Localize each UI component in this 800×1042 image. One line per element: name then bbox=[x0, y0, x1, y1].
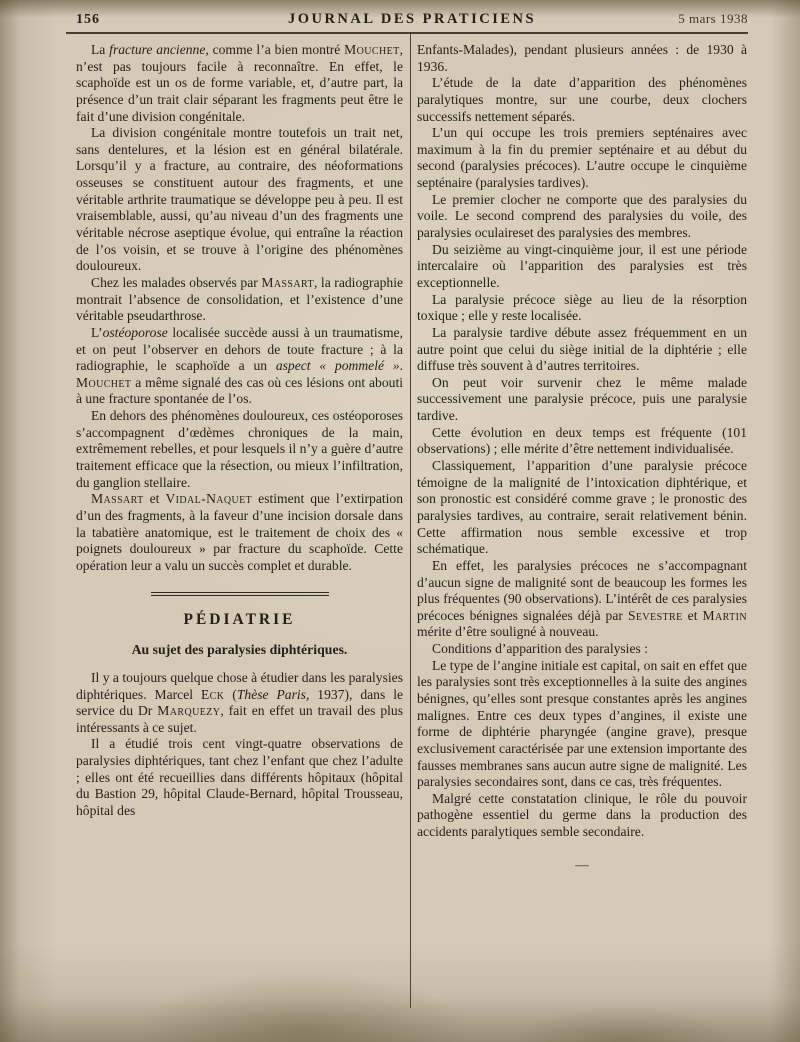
journal-title: JOURNAL DES PRATICIENS bbox=[287, 11, 537, 27]
text-run: On peut voir survenir chez le même malade successivement une paralysie précoce, puis une paralysie tardive. bbox=[417, 374, 747, 424]
text-run: La paralysie précoce siège au lieu de la résorption toxique ; elle y reste localisée. bbox=[417, 291, 747, 324]
page-content bbox=[76, 42, 748, 1008]
paragraph bbox=[76, 736, 403, 819]
text-run: Conditions d’apparition des paralysies : bbox=[432, 641, 648, 657]
text-run: En dehors des phénomènes douloureux, ces ostéoporoses s’accompagnent d’œdèmes chroniques de la main, extrêmement rebelles, et pour lesquels il n’y a guère d’autre traitement efficace que la résection, ou mieux l’infiltration, du ganglion stellaire. bbox=[76, 408, 403, 490]
text-run: Malgré cette constatation clinique, le rôle du pouvoir pathogène essentiel du germe dans la production des accidents paralytiques semble secondaire. bbox=[417, 790, 747, 840]
right-column bbox=[417, 42, 747, 1008]
text-run: estiment que l’extirpation d’un des fragments, à la faveur d’une incision dorsale dans la tabatière anatomique, est le traitement de choix des « poignets douloureux » par fracture du scaphoïde. Cette opération leur a valu un succès complet et durable. bbox=[76, 491, 404, 573]
paragraph bbox=[76, 670, 403, 737]
text-run: Sevestre bbox=[627, 607, 683, 623]
paragraph bbox=[417, 791, 747, 841]
text-run: aspect « pommelé » bbox=[275, 358, 400, 374]
text-run: , n’est pas toujours facile à reconnaître. En effet, le scaphoïde est un os de forme variable, et, d’autre part, la présence d’un trait clair séparant les fragments peut être le fait d’une division congénitale. bbox=[76, 42, 403, 124]
paragraph bbox=[417, 658, 747, 791]
paragraph bbox=[417, 75, 747, 125]
text-run: localisée succède aussi à un traumatisme, et on peut l’observer en dehors de toute fracture ; à la radiographie, le scaphoïde a un bbox=[76, 324, 403, 374]
text-run: , la radiographie montrait l’absence de consolidation, et l’existence d’une véritable pseudarthrose. bbox=[76, 274, 404, 324]
text-run: La bbox=[91, 42, 110, 57]
column-divider bbox=[410, 33, 411, 1008]
article-heading: Au sujet des paralysies diphtériques. bbox=[131, 641, 348, 657]
text-run: ( bbox=[224, 686, 237, 702]
text-run: ostéoporose bbox=[102, 324, 168, 340]
text-run: , fait en effet un travail des plus intéressants à ce sujet. bbox=[76, 703, 404, 735]
end-mark: — bbox=[575, 856, 589, 872]
paragraph bbox=[76, 491, 403, 574]
text-run: Marquezy bbox=[157, 703, 221, 719]
paragraph bbox=[417, 375, 747, 425]
text-run: Massart bbox=[91, 491, 144, 507]
text-run: En effet, les paralysies précoces ne s’accompagnant d’aucun signe de malignité sont de beaucoup les formes les plus fréquentes (90 observations). L’intérêt de ces paralysies précoces bénignes signalées déjà par bbox=[417, 557, 747, 623]
paragraph bbox=[76, 408, 403, 491]
text-run: Classiquement, l’apparition d’une paralysie précoce témoigne de la malignité de l’intoxication diphtérique, et son pronostic est considéré comme grave ; le pronostic des paralysies tardives, au contraire, serait relativement bénin. Cette affirmation nous semble excessive et trop schématique. bbox=[417, 458, 747, 557]
paragraph bbox=[417, 425, 747, 458]
text-run: Le premier clocher ne comporte que des paralysies du voile. Le second comprend des paralysies du voile, des paralysies oculaireset des paralysies des membres. bbox=[417, 191, 747, 241]
text-run: 1937), dans le service du Dr bbox=[76, 686, 404, 719]
paragraph bbox=[417, 192, 747, 242]
paragraph bbox=[417, 458, 747, 558]
left-column bbox=[76, 42, 403, 1008]
section-divider bbox=[151, 592, 329, 597]
text-run: L’étude de la date d’apparition des phénomènes paralytiques montre, sur une courbe, deux clochers successifs nettement séparés. bbox=[417, 75, 747, 124]
text-run: a même signalé des cas où ces lésions ont abouti à une fracture spontanée de l’os. bbox=[76, 374, 403, 407]
section-heading: PÉDIATRIE bbox=[183, 611, 296, 628]
text-run: Il y a toujours quelque chose à étudier dans les paralysies diphtériques. Marcel bbox=[76, 669, 403, 702]
text-run: Il a étudié trois cent vingt-quatre observations de paralysies diphtériques, tant chez l’enfant que chez l’adulte ; elles ont été recueillies dans différents hôpitaux (hôpital du Bastion 29, hôpital Claude-Bernard, hôpital Trousseau, hôpital des bbox=[76, 736, 403, 818]
issue-date: 5 mars 1938 bbox=[678, 11, 748, 26]
paragraph bbox=[76, 275, 403, 325]
paragraph bbox=[417, 641, 747, 658]
text-run: Thèse Paris, bbox=[236, 686, 310, 702]
paragraph bbox=[76, 42, 403, 125]
text-run: Mouchet bbox=[344, 42, 400, 57]
text-run: et bbox=[143, 491, 166, 507]
text-run: L’un qui occupe les trois premiers septénaires avec maximum à la fin du premier septénaire et au début du second (paralysies précoces). L’autre occupe le cinquième septénaire (paralysies tardives). bbox=[417, 125, 747, 191]
text-run: , comme l’a bien montré bbox=[205, 42, 345, 57]
text-run: et bbox=[682, 607, 703, 623]
paragraph bbox=[76, 125, 403, 275]
text-run: Du seizième au vingt-cinquième jour, il est une période intercalaire où l’apparition des paralysies est très exceptionnelle. bbox=[417, 241, 747, 290]
text-run: Enfants-Malades), pendant plusieurs années : de 1930 à 1936. bbox=[417, 42, 747, 74]
paragraph bbox=[417, 242, 747, 292]
header-rule bbox=[66, 32, 748, 34]
text-run: . bbox=[399, 358, 403, 374]
text-run: Cette évolution en deux temps est fréquente (101 observations) ; elle mérite d’être nettement individualisée. bbox=[417, 424, 747, 457]
text-run: Massart bbox=[261, 274, 314, 290]
page-header bbox=[76, 11, 748, 28]
text-run: Eck bbox=[200, 686, 225, 702]
page-number: 156 bbox=[76, 12, 100, 27]
paragraph bbox=[417, 42, 747, 75]
text-run: L’ bbox=[91, 324, 103, 340]
text-run: La division congénitale montre toutefois un trait net, sans dentelures, et la lésion est en général bilatérale. Lorsqu’il y a fracture, au contraire, des néoformations osseuses se constituent autour des fragments, et une véritable arthrite traumatique se développe peu à peu. Il est vraisemblable, aussi, qu’au niveau d’un des fragments une véritable nécrose aseptique évolue, qui entraîne la réaction de l’os voisin, et se trouve à l’origine des phénomènes douloureux. bbox=[76, 125, 403, 274]
paragraph bbox=[417, 292, 747, 325]
text-run: fracture ancienne bbox=[109, 42, 206, 57]
text-run: Vidal-Naquet bbox=[165, 491, 253, 507]
text-run: mérite d’être souligné à nouveau. bbox=[417, 624, 599, 640]
paragraph bbox=[417, 558, 747, 641]
paragraph bbox=[417, 325, 747, 375]
text-run: Chez les malades observés par bbox=[91, 274, 262, 290]
text-run: Martin bbox=[702, 607, 747, 623]
text-run: La paralysie tardive débute assez fréquemment en un autre point que celui du siège initial de la diphtérie ; elle diffuse très souvent à d’autres territoires. bbox=[417, 324, 747, 374]
paragraph bbox=[417, 125, 747, 192]
paragraph bbox=[76, 325, 403, 408]
text-run: Mouchet bbox=[76, 374, 132, 390]
text-run: Le type de l’angine initiale est capital, on sait en effet que les paralysies sont très exceptionnelles à la suite des angines bénignes, qu’elles sont presque constantes après les angines malignes. Entre ces deux types d’angines, il existe une forme de diphtérie pharyngée (angine grave), presque exclusivement caractérisée par une extension importante des fausses membranes sans aucun autre signe de malignité. Les paralysies secondaires sont, dans ce cas, très fréquentes. bbox=[417, 657, 747, 790]
